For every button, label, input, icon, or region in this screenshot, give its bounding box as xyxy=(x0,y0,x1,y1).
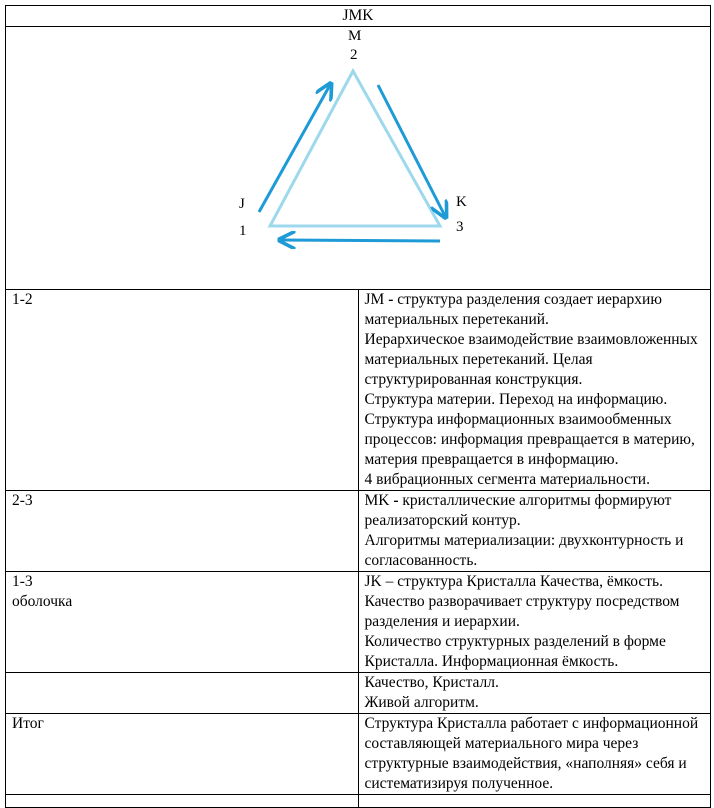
table-row xyxy=(6,572,711,673)
row-label xyxy=(6,714,359,795)
row-label xyxy=(6,673,359,714)
table-title: JMK xyxy=(6,6,711,27)
vertex-m-number: 2 xyxy=(350,47,358,63)
row-text xyxy=(358,714,711,795)
row-text-empty xyxy=(358,795,711,808)
table-row xyxy=(6,673,711,714)
row-text-line: 4 вибрационных сегмента материальности. xyxy=(364,471,650,488)
diagram-row xyxy=(6,27,711,290)
row-label-line: Итог xyxy=(12,715,44,732)
vertex-j-letter: J xyxy=(239,196,245,212)
triangle-diagram xyxy=(6,27,710,289)
row-label xyxy=(6,491,359,572)
row-text-line: Структура материи. Переход на информацию. Структура информационных взаимообменных процессов: информация превращается в материю, материя превращается в информацию. xyxy=(364,391,695,468)
diagram-cell xyxy=(6,27,711,290)
row-text-line: Живой алгоритм. xyxy=(364,694,479,711)
row-text xyxy=(358,673,711,714)
arrow-m-to-k xyxy=(378,85,445,216)
row-text-first: структура Кристалла Качества, ёмкость. xyxy=(397,573,664,590)
row-lead: JK xyxy=(364,573,382,590)
vertex-k-number: 3 xyxy=(456,219,464,235)
row-dash: - xyxy=(384,291,398,308)
row-text xyxy=(358,491,711,572)
vertex-m-letter: M xyxy=(348,28,362,44)
row-lead: MK xyxy=(364,492,390,509)
row-text-line xyxy=(365,572,705,592)
row-label-line: 1-2 xyxy=(12,291,33,308)
row-text-first: структура разделения создает иерархию материальных перетеканий. xyxy=(364,291,662,328)
arrow-j-to-m xyxy=(259,85,330,212)
row-dash: - xyxy=(389,492,403,509)
table-row xyxy=(6,290,711,491)
vertex-j-number: 1 xyxy=(239,223,247,239)
table-row-empty xyxy=(6,795,711,808)
row-label-line: 2-3 xyxy=(12,492,33,509)
table-row xyxy=(6,714,711,795)
vertex-k-letter: K xyxy=(456,194,467,210)
row-text-first: кристаллические алгоритмы формируют реализаторский контур. xyxy=(364,492,672,529)
row-text-line: Количество структурных разделений в форме Кристалла. Информационная ёмкость. xyxy=(364,633,666,670)
row-label-empty xyxy=(6,795,359,808)
jmk-table xyxy=(5,5,711,808)
row-label-line: оболочка xyxy=(12,593,73,610)
row-text-line: Качество, Кристалл. xyxy=(364,674,499,691)
row-text-line xyxy=(365,290,705,330)
row-label xyxy=(6,572,359,673)
title-row xyxy=(6,6,711,27)
row-dash: – xyxy=(381,573,398,590)
row-label-line: 1-3 xyxy=(12,573,33,590)
row-text xyxy=(358,290,711,491)
row-text-line: Иерархическое взаимодействие взаимовложенных материальных перетеканий. Целая структурированная конструкция. xyxy=(364,331,698,388)
row-text-line: Структура Кристалла работает с информационной составляющей материального мира через структурные взаимодействия, «наполняя» себя и систематизируя полученное. xyxy=(364,715,699,792)
row-text-line: Качество разворачивает структуру посредством разделения и иерархии. xyxy=(364,593,680,630)
row-text xyxy=(358,572,711,673)
row-text-line: Алгоритмы материализации: двухконтурность и согласованность. xyxy=(364,532,684,569)
row-lead: JM xyxy=(364,291,385,308)
row-text-line xyxy=(365,491,705,531)
row-label xyxy=(6,290,359,491)
table-row xyxy=(6,491,711,572)
arrow-k-to-j xyxy=(281,240,440,241)
